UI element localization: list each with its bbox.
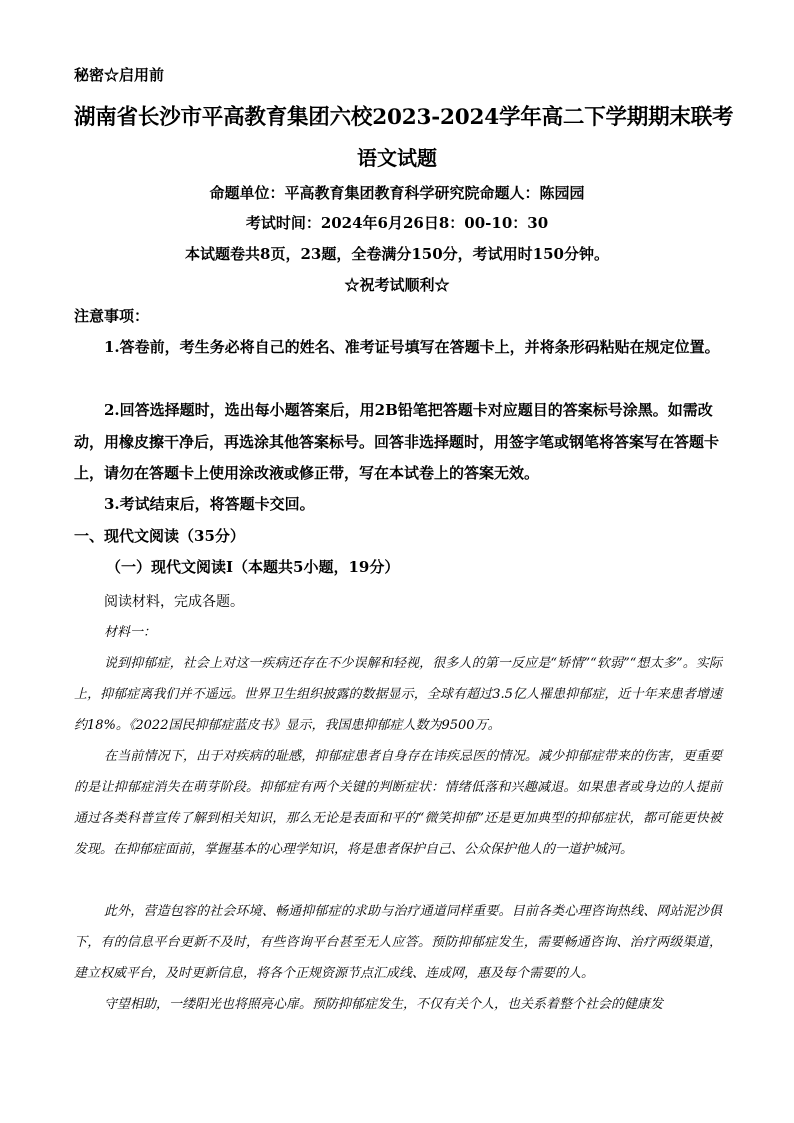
- notice-item: 3.考试结束后，将答题卡交回。: [104, 495, 315, 513]
- material-label: 材料一：: [104, 625, 157, 640]
- material-paragraph: 说到抑郁症，社会上对这一疾病还存在不少误解和轻视，很多人的第一反应是“矫情”“软弱”“想太多”。实际上，抑郁症离我们并不遥远。世界卫生组织披露的数据显示，全球有超过3.5亿人罹患抑郁症，近十年来患者增速约18%。《2022国民抑郁症蓝皮书》显示，我国患抑郁症人数为9500万。: [74, 656, 722, 733]
- exam-title: 湖南省长沙市平高教育集团六校2023-2024学年高二下学期期末联考: [74, 105, 734, 130]
- reading-instruction: 阅读材料，完成各题。: [104, 594, 244, 610]
- notice-item: 2.回答选择题时，选出每小题答案后，用2B铅笔把答题卡对应题目的答案标号涂黑。如需改动，用橡皮擦干净后，再选涂其他答案标号。回答非选择题时，用签字笔或钢笔将答案写在答题卡上，请勿在答题卡上使用涂改液或修正带，写在本试卷上的答案无效。: [74, 401, 720, 482]
- material-paragraph: 守望相助，一缕阳光也将照亮心扉。预防抑郁症发生，不仅有关个人，也关系着整个社会的健康发: [104, 997, 664, 1012]
- material-paragraph: 在当前情况下，出于对疾病的耻感，抑郁症患者自身存在讳疾忌医的情况。减少抑郁症带来的伤害，更重要的是让抑郁症消失在萌芽阶段。抑郁症有两个关键的判断症状：情绪低落和兴趣减退。如果患者或身边的人提前通过各类科普宣传了解到相关知识，那么无论是表面和平的“微笑抑郁”还是更加典型的抑郁症状，都可能更快被发现。在抑郁症面前，掌握基本的心理学知识，将是患者保护自己、公众保护他人的一道护城河。: [74, 749, 722, 857]
- subsection-heading: （一）现代文阅读Ⅰ（本题共5小题，19分）: [106, 558, 400, 576]
- notice-heading: 注意事项：: [74, 307, 150, 325]
- section-heading: 一、现代文阅读（35分）: [74, 527, 245, 545]
- material-paragraph: 此外，营造包容的社会环境、畅通抑郁症的求助与治疗通道同样重要。目前各类心理咨询热线、网站泥沙俱下，有的信息平台更新不及时，有些咨询平台甚至无人应答。预防抑郁症发生，需要畅通咨询、治疗两级渠道，建立权威平台，及时更新信息，将各个正规资源节点汇成线、连成网，惠及每个需要的人。: [74, 904, 722, 981]
- good-luck-wish: ☆祝考试顺利☆: [344, 276, 450, 294]
- exam-time: 考试时间：2024年6月26日8：00-10：30: [245, 214, 549, 232]
- exam-info: 本试题卷共8页，23题，全卷满分150分，考试用时150分钟。: [185, 245, 609, 263]
- notice-item: 1.答卷前，考生务必将自己的姓名、准考证号填写在答题卡上，并将条形码粘贴在规定位置。: [104, 338, 720, 356]
- authoring-unit: 命题单位：平高教育集团教育科学研究院命题人：陈园园: [209, 184, 585, 202]
- secret-mark: 秘密☆启用前: [74, 66, 165, 84]
- subject-title: 语文试题: [357, 146, 437, 170]
